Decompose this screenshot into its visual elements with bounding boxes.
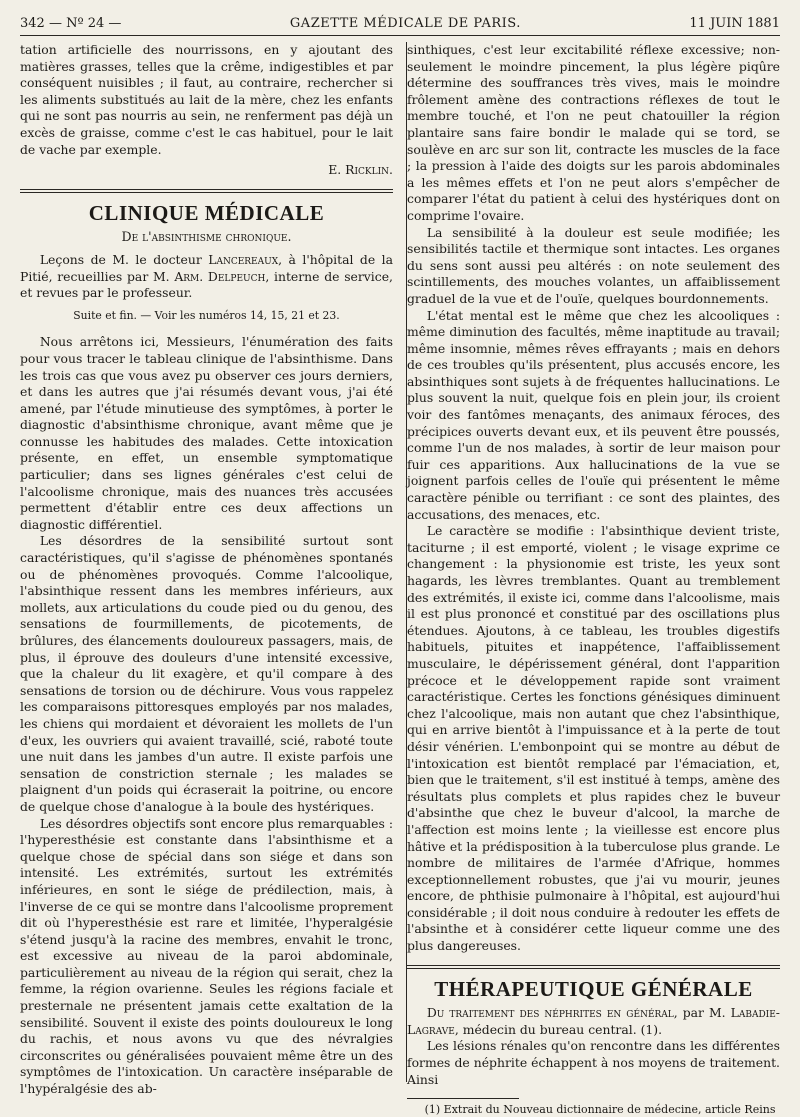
body-paragraph: Les désordres de la sensibilité surtout sont caractéristiques, qu'il s'agisse de phénomènes spontanés ou de phénomènes provoqués. Comme l'alcoolique, l'absinthique ressent dans les membres inférieurs, aux mollets, aux articulations du coude pied ou du genou, des sensations de fourmillements, de picotements, de brûlures, des élancements douloureux passagers, mais, de plus, il éprouve des douleurs d'une intensité excessive, que la chaleur du lit exagère, et qu'il compare à des sensations de torsion ou de déchirure. Vous vous rappelez les comparaisons pittoresques employés par nos malades, les chiens qui mordaient et dévoraient les mollets de l'un d'eux, les ouvriers qui avaient travaillé, scié, raboté toute une nuit dans les jambes d'un autre. Il existe parfois une sensation de constriction sternale ; les malades se plaignent d'un poids qui écraserait la poitrine, ou encore de quelque chose d'analogue à la boule des hystériques. — [20, 533, 393, 814]
header-publication-title: GAZETTE MÉDICALE DE PARIS. — [289, 16, 521, 31]
section-title-clinique: CLINIQUE MÉDICALE — [88, 200, 325, 225]
body-paragraph: Nous arrêtons ici, Messieurs, l'énumération des faits pour vous tracer le tableau clinique de l'absinthisme. Dans les trois cas que vous avez pu observer ces jours derniers, et dans les autres que j'ai résumés devant vous, j'ai été amené, par l'étude minutieuse des symptômes, à porter le diagnostic d'absinthisme chronique, avant même que je connusse les habitudes des malades. Cette intoxication présente, en effet, un ensemble symptomatique particulier; dans ses lignes générales c'est celui de l'alcoolisme chronique, mais des nuances très accusées permettent d'établir entre ces deux affections un diagnostic différentiel. — [20, 334, 393, 532]
continued-paragraph: tation artificielle des nourrissons, en y ajoutant des matières grasses, telles que la crême, indigestibles et par conséquent nuisibles ; il faut, au contraire, rechercher si les aliments substitués au lait de la mère, chez les enfants qui ne sont pas nourris au sein, ne renferment pas déjà un excès de graisse, comme c'est le cas habituel, pour le lait de vache par exemple. — [20, 42, 393, 157]
footnote: (1) Extrait du Nouveau dictionnaire de médecine, article Reins — [424, 1103, 776, 1117]
continuation-note: Suite et fin. — Voir les numéros 14, 15, 21 et 23. — [73, 308, 340, 322]
section-title-therapeutique: THÉRAPEUTIQUE GÉNÉRALE — [434, 976, 753, 1001]
lecture-suffix: , interne de service, et revues par le professeur. — [20, 268, 393, 301]
author-signature: E. Ricklin. — [328, 162, 393, 178]
lecture-mid: , à l'hôpital de la Pitié, recueillies par M. — [20, 251, 393, 284]
lecture-prefix: Leçons de M. le docteur — [39, 251, 209, 267]
section-divider — [20, 189, 393, 193]
header-date: 11 JUIN 1881 — [689, 16, 780, 31]
column-divider — [406, 42, 407, 1082]
body-paragraph: L'état mental est le même que chez les alcooliques : même diminution des facultés, même inaptitude au travail; même insomnie, mêmes rêves effrayants ; mais en dehors de ces troubles qu'ils présentent, plus accusés encore, les absinthiques sont sujets à de fréquentes hallucinations. Le plus souvent la nuit, quelque fois en plein jour, ils croient voir des fantômes menaçants, des animaux féroces, des précipices ouverts devant eux, et ils peuvent être poussés, comme l'un de nos malades, à sortir de leur maison pour fuir ces apparitions. Aux hallucinations de la vue se joignent parfois celles de l'ouïe qui présentent le même caractère pénible ou terrifiant : ce sont des plaintes, des accusations, des menaces, etc. — [407, 307, 780, 522]
header-page-number: 342 — Nº 24 — — [20, 16, 122, 31]
body-paragraph: Le caractère se modifie : l'absinthique devient triste, taciturne ; il est emporté, violent ; le visage exprime ce changement : la physionomie est triste, les yeux sont hagards, les lèvres tremblantes. Quant au tremblement des extrémités, il existe ici, comme dans l'alcoolisme, mais il est plus prononcé et constitué par des oscillations plus étendues. Ajoutons, à ce tableau, les troubles digestifs habituels, pituites et inappétence, l'affaiblissement musculaire, le dépérissement général, dont l'apparition précoce et le développement rapide sont vraiment caractéristique. Certes les fonctions génésiques diminuent chez l'alcoolique, mais non autant que chez l'absinthique, qui en arrive bientôt à l'impuissance et à la perte de tout désir vénérien. L'embonpoint qui se montre au début de l'intoxication est bientôt remplacé par l'émaciation, et, bien que le traitement, s'il est institué à temps, amène des résultats plus complets et plus rapides chez le buveur d'absinthe que chez le buveur d'alcool, la marche de l'affection est moins lente ; la vieillesse est encore plus hâtive et la prédisposition à la tuberculose plus grande. Le nombre de militaires de l'armée d'Afrique, hommes exceptionnellement robustes, que j'ai vu mourir, jeunes encore, de phthisie pulmonaire à l'hôpital, est aujourd'hui considérable ; il doit nous conduire à redouter les effets de l'absinthe et à considérer cette liqueur comme une des plus dangereuses. — [407, 523, 780, 954]
recorder-name: Arm. Delpeuch — [174, 268, 266, 284]
body-paragraph: Les désordres objectifs sont encore plus remarquables : l'hyperesthésie est constante dans l'absinthisme et a quelque chose de spécial dans son siége et dans son intensité. Les extrémités, surtout les extrémités inférieures, en sont le siége de prédilection, mais, à l'inverse de ce qui se montre dans l'alcoolisme proprement dit où l'hyperesthésie est rare et limitée, l'hyperalgésie s'étend jusqu'à la racine des membres, envahit le tronc, est excessive au niveau de la paroi abdominale, particulièrement au niveau de la région qui serait, chez la femme, la région ovarienne. Seules les régions faciale et presternale ne présentent jamais cette exaltation de la sensibilité. Souvent il existe des points douloureux le long du rachis, et nous avons vu que des névralgies circonscrites ou généralisées pouvaient même être un des symptômes de l'intoxication. Un caractère inséparable de l'hypéralgésie des ab- — [20, 815, 393, 1097]
lecturer-name: Lancereaux — [208, 251, 279, 267]
subtitle-suffix: , médecin du bureau central. (1). — [454, 1021, 663, 1037]
two-column-body — [20, 42, 780, 1117]
continued-paragraph: sinthiques, c'est leur excitabilité réflexe excessive; non-seulement le moindre pincement, la plus légère piqûre détermine des souffrances très vives, mais le moindre frôlement amène des contractions réflexes de tout le membre touché, et l'on ne peut chatouiller la région plantaire sans faire bondir le malade qui se tord, se soulève en arc sur son lit, contracte les muscles de la face ; la pression à l'aide des doigts sur les parois abdominales a les mêmes effets et l'on ne peut alors s'empêcher de comparer l'état du patient à celui des hystériques dont on comprime l'ovaire. — [407, 42, 780, 223]
article-subtitle: De l'absinthisme chronique. — [121, 229, 292, 245]
page-header — [20, 16, 780, 36]
right-column — [407, 42, 780, 1117]
section-divider — [407, 965, 780, 969]
footnote-divider — [407, 1098, 519, 1099]
article-subtitle-therapeutique — [407, 1005, 780, 1038]
subtitle-mid: , par M. — [673, 1005, 731, 1021]
subtitle-topic: Du traitement des néphrites en général — [426, 1005, 674, 1021]
lecture-credit — [20, 252, 393, 302]
subtitle-author: Labadie-Lagrave — [407, 1005, 780, 1037]
body-paragraph: Les lésions rénales qu'on rencontre dans les différentes formes de néphrite échappent à nos moyens de traitement. Ainsi — [407, 1038, 780, 1087]
body-paragraph: La sensibilité à la douleur est seule modifiée; les sensibilités tactile et thermique sont intactes. Les organes du sens sont aussi peu altérés : on note seulement des scintillements, des mouches volantes, un affaiblissement graduel de la vue et de l'ouïe, quelques bourdonnements. — [407, 224, 780, 306]
left-column — [20, 42, 393, 1117]
